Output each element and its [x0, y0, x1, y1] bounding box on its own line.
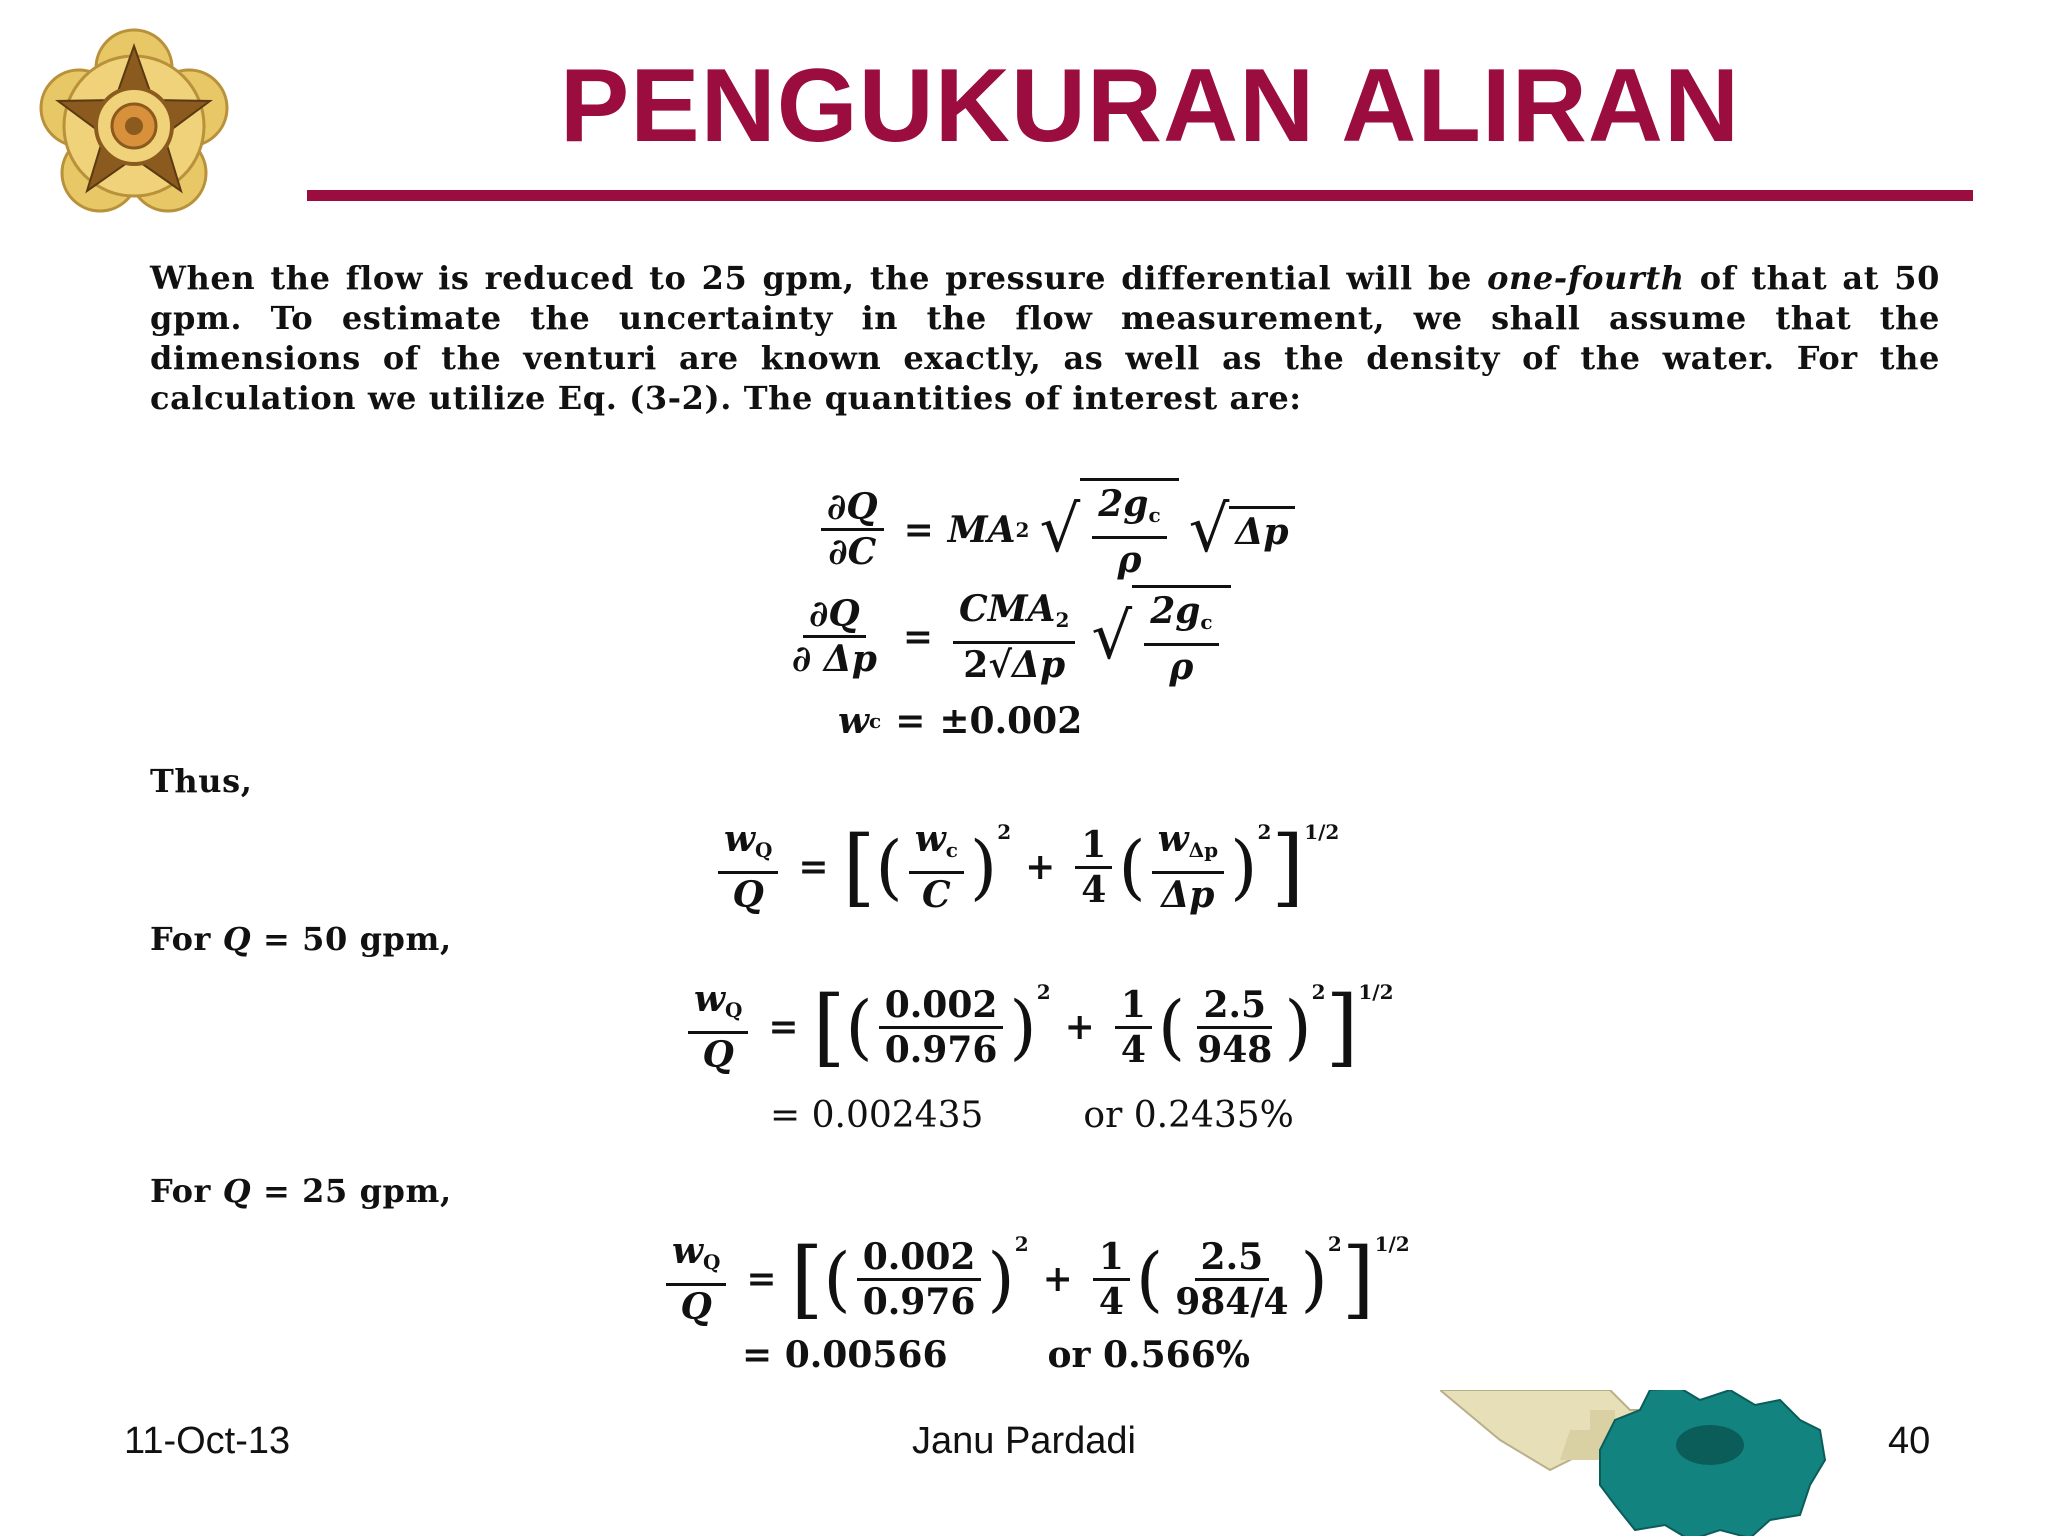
equation-wc: w c = ±0.002 — [838, 700, 1083, 742]
footer-author: Janu Pardadi — [912, 1420, 1136, 1462]
for-q25-label: For Q = 25 gpm, — [150, 1172, 452, 1210]
for-q50-label: For Q = 50 gpm, — [150, 920, 452, 958]
paragraph-part2: of that at 50 gpm. To estimate the uncertainty in the flow measurement, we shall assume that the dimensions of the venturi are known exactly, as well as the density of the water. For the calculation we utilize Eq. (3-2). The quantities of interest are: — [150, 259, 1940, 417]
slide-title: PENGUKURAN ALIRAN — [559, 48, 1741, 164]
equation-q25: $\frac{w_Q}{Q}$ = [ ( $\frac{0.002}{0.976}$ ) 2 + $\frac{1}{4}$ ( $\frac{2.5}{984/4}$ ) 2 ] 1/2 — [660, 1230, 1410, 1328]
thus-label: Thus, — [150, 762, 253, 800]
university-logo — [34, 26, 234, 226]
result-q50: = 0.002435 or 0.2435% — [770, 1095, 1294, 1136]
result-q25: = 0.00566 or 0.566% — [742, 1334, 1250, 1376]
equation-general-uncertainty: $\frac{w_Q}{Q}$ = [ ( $\frac{w_c}{C}$ ) 2 + $\frac{1}{4}$ ( $\frac{w_{\Delta p}}{\Delta p}$ ) 2 ] 1/2 — [712, 818, 1339, 916]
equation-dq-dc: $\frac{\partial Q}{\partial C}$ = MA 2 √ $\frac{2g_c}{\rho}$ √ Δp — [815, 478, 1295, 581]
footer-page-number: 40 — [1888, 1420, 1931, 1462]
intro-paragraph — [150, 258, 1940, 418]
footer-date: 11-Oct-13 — [124, 1420, 291, 1462]
gears-decoration — [1440, 1390, 1870, 1536]
paragraph-italic: one-fourth — [1487, 259, 1685, 297]
title-underline — [307, 190, 1973, 201]
equation-dq-ddp: $\frac{\partial Q}{\partial \Delta p}$ = $\frac{CMA_2}{2√\Delta p}$ √ $\frac{2g_c}{\rho}$ — [780, 585, 1231, 688]
equation-q50: $\frac{w_Q}{Q}$ = [ ( $\frac{0.002}{0.976}$ ) 2 + $\frac{1}{4}$ ( $\frac{2.5}{948}$ ) 2 ] 1/2 — [682, 978, 1394, 1076]
paragraph-part1: When the flow is reduced to 25 gpm, the pressure differential will be — [150, 259, 1488, 297]
